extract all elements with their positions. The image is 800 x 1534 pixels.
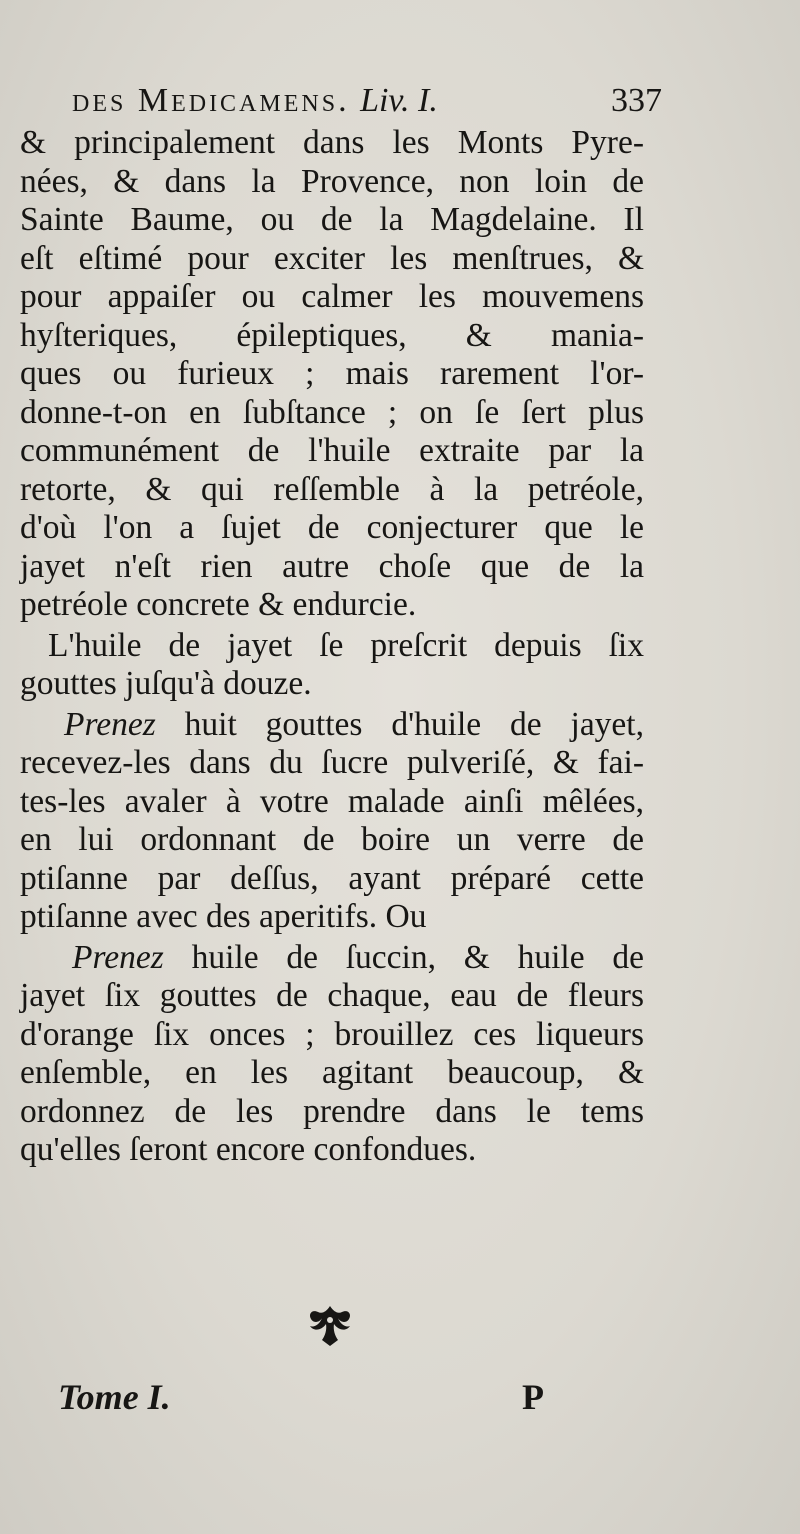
page-footer [58,1372,578,1422]
text-line: qu'elles ſeront encore confondues. [20,1131,477,1168]
text-line: en lui ordonnant de boire un verre de [20,821,644,858]
text-line [20,939,644,978]
fleuron-icon [300,1300,360,1350]
recipe-lead: Prenez [64,705,156,743]
running-title: des Medicamens. [72,82,350,119]
text-line: tes-les avaler à votre malade ainſi mêlées, [20,782,644,820]
text-line: ptiſanne avec des aperitifs. Ou [20,898,427,935]
text-line: jayet n'eſt rien autre choſe que de la [20,547,644,585]
text-line: enſemble, en les agitant beaucoup, & [20,1054,644,1091]
text-line: L'huile de jayet ſe preſcrit depuis ſix [48,626,644,664]
text-segment: huile de ſuccin, & huile de [163,938,644,976]
text-line: d'où l'on a ſujet de conjecturer que le [20,509,644,546]
running-header [72,76,662,126]
text-line: hyſteriques, épileptiques, & mania- [20,316,644,354]
text-line: eſt eſtimé pour exciter les menſtrues, & [20,239,644,277]
paragraph [20,627,644,704]
text-line: d'orange ſix onces ; brouillez ces liqueurs [20,1015,644,1053]
text-line: communément de l'huile extraite par la [20,432,644,469]
text-line: ques ou furieux ; mais rarement l'or- [20,355,644,392]
text-segment: huit gouttes d'huile de jayet, [155,705,644,743]
book-reference: Liv. I. [360,82,438,119]
paragraph [20,124,644,625]
text-line: Sainte Baume, ou de la Magdelaine. Il [20,201,644,238]
recipe-paragraph [20,706,644,937]
volume-label: Tome I. [58,1377,171,1417]
text-line: ordonnez de les prendre dans le tems [20,1092,644,1130]
page-number: 337 [611,82,662,119]
text-line: recevez-les dans du ſucre pulveriſé, & fai- [20,744,644,781]
recipe-lead: Prenez [72,938,164,976]
text-line: jayet ſix gouttes de chaque, eau de fleurs [20,977,644,1014]
text-line: gouttes juſqu'à douze. [20,665,312,702]
signature-mark: P [522,1377,544,1417]
text-line: ptiſanne par deſſus, ayant préparé cette [20,859,644,897]
text-line: & principalement dans les Monts Pyre- [20,124,644,161]
text-line [20,706,644,745]
text-line: nées, & dans la Provence, non loin de [20,162,644,200]
recipe-paragraph [20,939,644,1170]
text-line: donne-t-on en ſubſtance ; on ſe ſert plus [20,393,644,431]
text-line: pour appaiſer ou calmer les mouvemens [20,278,644,315]
text-line: retorte, & qui reſſemble à la petréole, [20,470,644,508]
text-line: petréole concrete & endurcie. [20,586,417,623]
body-text [20,124,644,1170]
